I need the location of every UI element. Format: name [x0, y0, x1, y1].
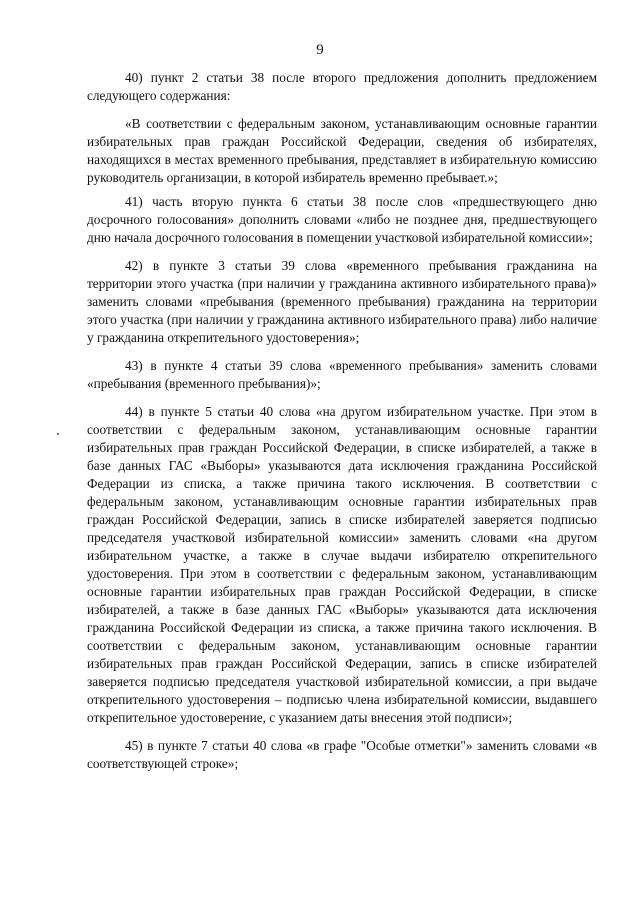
paragraph-item-40: 40) пункт 2 статьи 38 после второго предложения дополнить предложением следующего содержания:	[87, 70, 597, 103]
page-number: 9	[316, 42, 324, 58]
paragraph-item-40-quote: «В соответствии с федеральным законом, устанавливающим основные гарантии избирательных прав граждан Российской Федерации, сведения об избирателях, находящихся в местах временного пребывания, представляет в избирательную комиссию руководитель организации, в которой избиратель временно пребывает.»;	[87, 116, 597, 185]
paragraph-item-43: 43) в пункте 4 статьи 39 слова «временного пребывания» заменить словами «пребывания (временного пребывания)»;	[87, 358, 597, 391]
paragraph-item-44: 44) в пункте 5 статьи 40 слова «на другом избирательном участке. При этом в соответствии с федеральным законом, устанавливающим основные гарантии избирательных прав граждан Российской Федерации, в списке избирателей, а также в базе данных ГАС «Выборы» указываются дата исключения гражданина Российской Федерации из списка, а также причина такого исключения. В соответствии с федеральным законом, устанавливающим основные гарантии избирательных прав граждан Российской Федерации, запись в списке избирателей заверяется подписью председателя участковой избирательной комиссии» заменить словами «на другом избирательном участке, а также в случае выдачи избирателю открепительного удостоверения. При этом в соответствии с федеральным законом, устанавливающим основные гарантии избирательных прав граждан Российской Федерации, в списке избирателей, а также в базе данных ГАС «Выборы» указываются дата исключения гражданина Российской Федерации из списка, а также причина такого исключения. В соответствии с федеральным законом, устанавливающим основные гарантии избирательных прав граждан Российской Федерации, запись в списке избирателей заверяется подписью председателя участковой избирательной комиссии, а при выдаче открепительного удостоверения – подписью члена избирательной комиссии, выдавшего открепительное удостоверение, с указанием даты внесения этой подписи»;	[87, 404, 597, 725]
paragraph-item-42: 42) в пункте 3 статьи 39 слова «временного пребывания гражданина на территории этого участка (при наличии у гражданина активного избирательного права)» заменить словами «пребывания (временного пребывания) гражданина на территории этого участка (при наличии у гражданина активного избирательного права) либо наличие у гражданина открепительного удостоверения»;	[87, 258, 597, 345]
document-body	[87, 69, 597, 783]
paragraph-item-45: 45) в пункте 7 статьи 40 слова «в графе "Особые отметки"» заменить словами «в соответствующей строке»;	[87, 738, 597, 771]
paragraph-item-41: 41) часть вторую пункта 6 статьи 38 после слов «предшествующего дню досрочного голосования» дополнить словами «либо не позднее дня, предшествующего дню начала досрочного голосования в помещении участковой избирательной комиссии»;	[87, 194, 597, 245]
margin-mark	[57, 433, 59, 435]
